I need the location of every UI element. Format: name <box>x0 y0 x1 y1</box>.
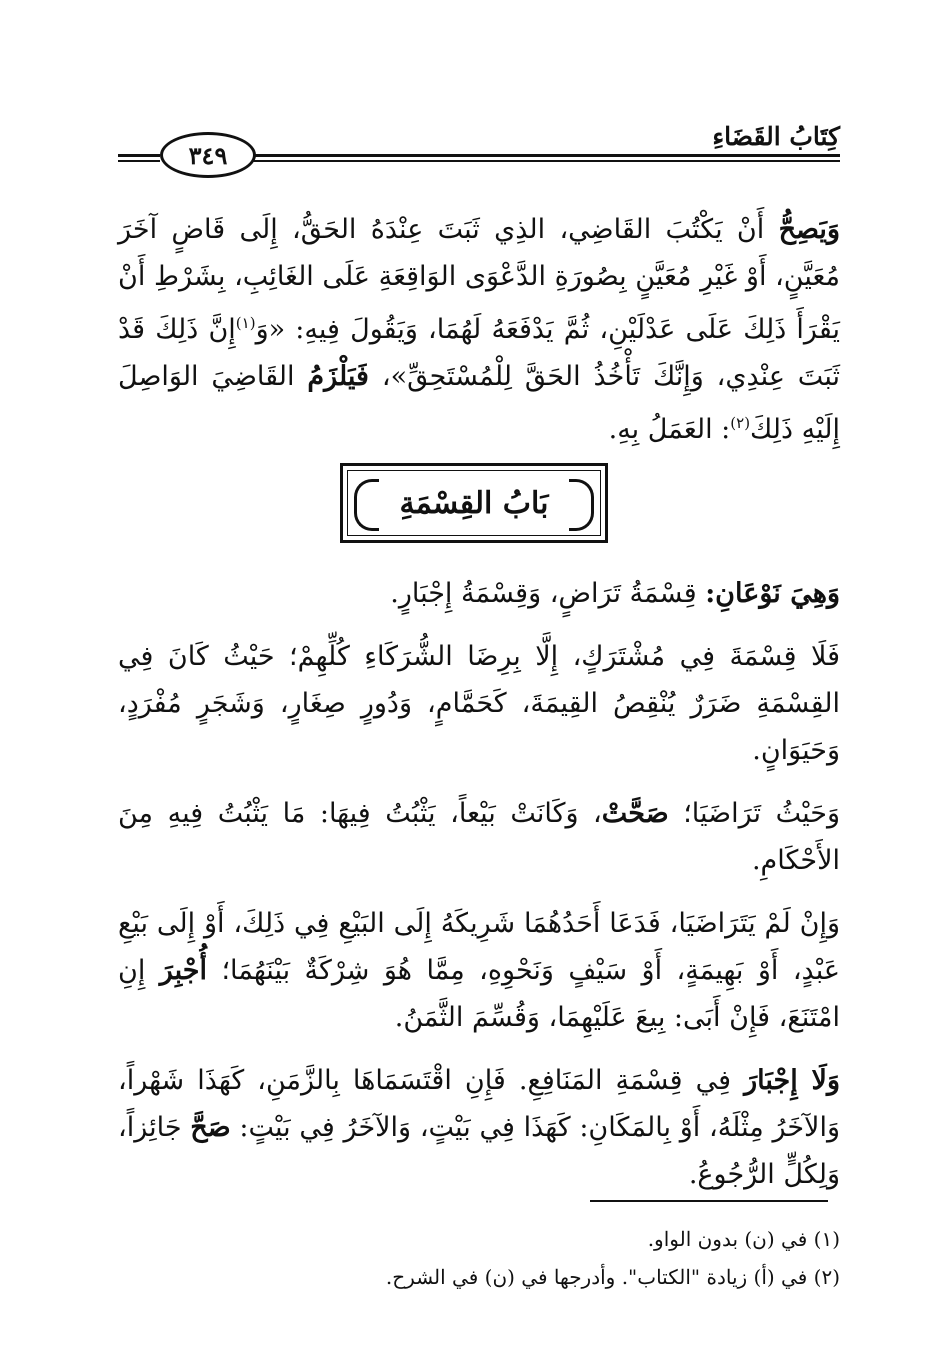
paragraph-writing-judge <box>118 206 840 453</box>
bold-word: صَحَّتْ <box>601 798 669 829</box>
paragraph-benefits <box>118 1057 840 1198</box>
footnote-ref-2[interactable]: (٢) <box>730 414 751 432</box>
footnotes <box>118 1220 840 1296</box>
paragraph-types <box>118 570 840 617</box>
paragraph-compulsion <box>118 900 840 1041</box>
paragraph-mutual-consent <box>118 790 840 884</box>
page-number: ٣٤٩ <box>160 132 256 178</box>
text: فِي قِسْمَةِ المَنَافِعِ. فَإِنِ اقْتَسَمَاهَا بِالزَّمَنِ، كَهَذَا شَهْراً، وَالآخَرُ مِثْلَهُ، أَوْ بِالمَكَانِ: كَهَذَا فِي بَيْتٍ، وَالآخَرُ فِي بَيْتٍ: <box>118 1065 840 1143</box>
text: جَائِزاً، وَلِكُلٍّ الرُّجُوعُ. <box>118 1112 840 1190</box>
header-rule-top <box>246 154 840 157</box>
footnote-1: (١) في (ن) بدون الواو. <box>647 1227 840 1251</box>
text: أَنْ يَكْتُبَ القَاضِي، الذِي ثَبَتَ عِنْدَهُ الحَقُّ، إِلَى قَاضٍ آخَرَ مُعَيَّنٍ، أَوْ غَيْرِ مُعَيَّنٍ بِصُورَةِ الدَّعْوَى الوَاقِعَةِ عَلَى الغَائِبِ، بِشَرْطِ أَنْ يَقْرَأَ ذَلِكَ عَلَى عَدْلَيْنِ، ثُمَّ يَدْفَعَهُ لَهُمَا، وَيَقُولَ فِيهِ: «وَ <box>118 214 840 345</box>
paragraph-no-division <box>118 633 840 774</box>
text: إِنَّ ذَلِكَ قَدْ ثَبَتَ عِنْدِي، وَإِنَّكَ تَأْخُذُ الحَقَّ لِلْمُسْتَحِقِّ»، <box>118 314 840 392</box>
header-rule-bottom <box>246 160 840 162</box>
text: وَحَيْثُ تَرَاضَيَا؛ <box>668 798 840 829</box>
bold-word: أُجْبِرَ <box>159 955 208 986</box>
chapter-title-box <box>340 463 608 543</box>
header-rule-left <box>118 154 160 157</box>
bold-word: صَحَّ <box>190 1112 231 1143</box>
text: وَإِنْ لَمْ يَتَرَاضَيَا، فَدَعَا أَحَدُهُمَا شَرِيكَهُ إِلَى البَيْعِ فِي ذَلِكَ، أَوْ إِلَى بَيْعِ عَبْدٍ، أَوْ بَهِيمَةٍ، أَوْ سَيْفٍ وَنَحْوِهِ، مِمَّا هُوَ شِرْكَةٌ بَيْنَهُمَا؛ <box>118 908 840 986</box>
text: إِنِ امْتَنَعَ، فَإِنْ أَبَى: بِيعَ عَلَيْهِمَا، وَقُسِّمَ الثَّمَنُ. <box>118 955 840 1033</box>
text: القَاضِيَ الوَاصِلَ إِلَيْهِ ذَلِكَ <box>118 361 840 445</box>
lead-word: وَيَصِحُّ <box>778 214 840 245</box>
text: قِسْمَةُ تَرَاضٍ، وَقِسْمَةُ إِجْبَارٍ. <box>390 578 706 609</box>
text: : العَمَلُ بِهِ. <box>608 414 731 445</box>
footnote-separator <box>590 1200 828 1202</box>
footnote-2: (٢) في (أ) زيادة "الكتاب". وأدرجها في (ن) في الشرح. <box>385 1265 840 1289</box>
chapter-title: بَابُ القِسْمَةِ <box>399 485 549 521</box>
book-title: كِتَابُ القَضَاءِ <box>712 122 840 151</box>
section-judiciary-paragraph <box>118 206 840 469</box>
lead-word: وَلَا إِجْبَارَ <box>744 1065 840 1096</box>
section-division <box>118 570 840 1214</box>
lead-word: وَهِيَ نَوْعَانِ: <box>705 578 840 609</box>
text: ، وَكَانَتْ بَيْعاً، يَثْبُتُ فِيهَا: مَا يَثْبُتُ فِيهِ مِنَ الأَحْكَامِ. <box>118 798 840 876</box>
text: فَلَا قِسْمَةَ فِي مُشْتَرَكٍ، إِلَّا بِرِضَا الشُّرَكَاءِ كُلِّهِمْ؛ حَيْثُ كَانَ فِي القِسْمَةِ ضَرَرٌ يُنْقِصُ القِيمَةَ، كَحَمَّامٍ، وَدُورٍ صِغَارٍ، وَشَجَرٍ مُفْرَدٍ، وَحَيَوَانٍ. <box>118 641 840 766</box>
header-rule-left-thin <box>118 160 160 162</box>
lead-word: فَيَلْزَمُ <box>307 361 369 392</box>
footnote-ref-1[interactable]: (١) <box>235 314 256 332</box>
page-header <box>118 118 840 178</box>
